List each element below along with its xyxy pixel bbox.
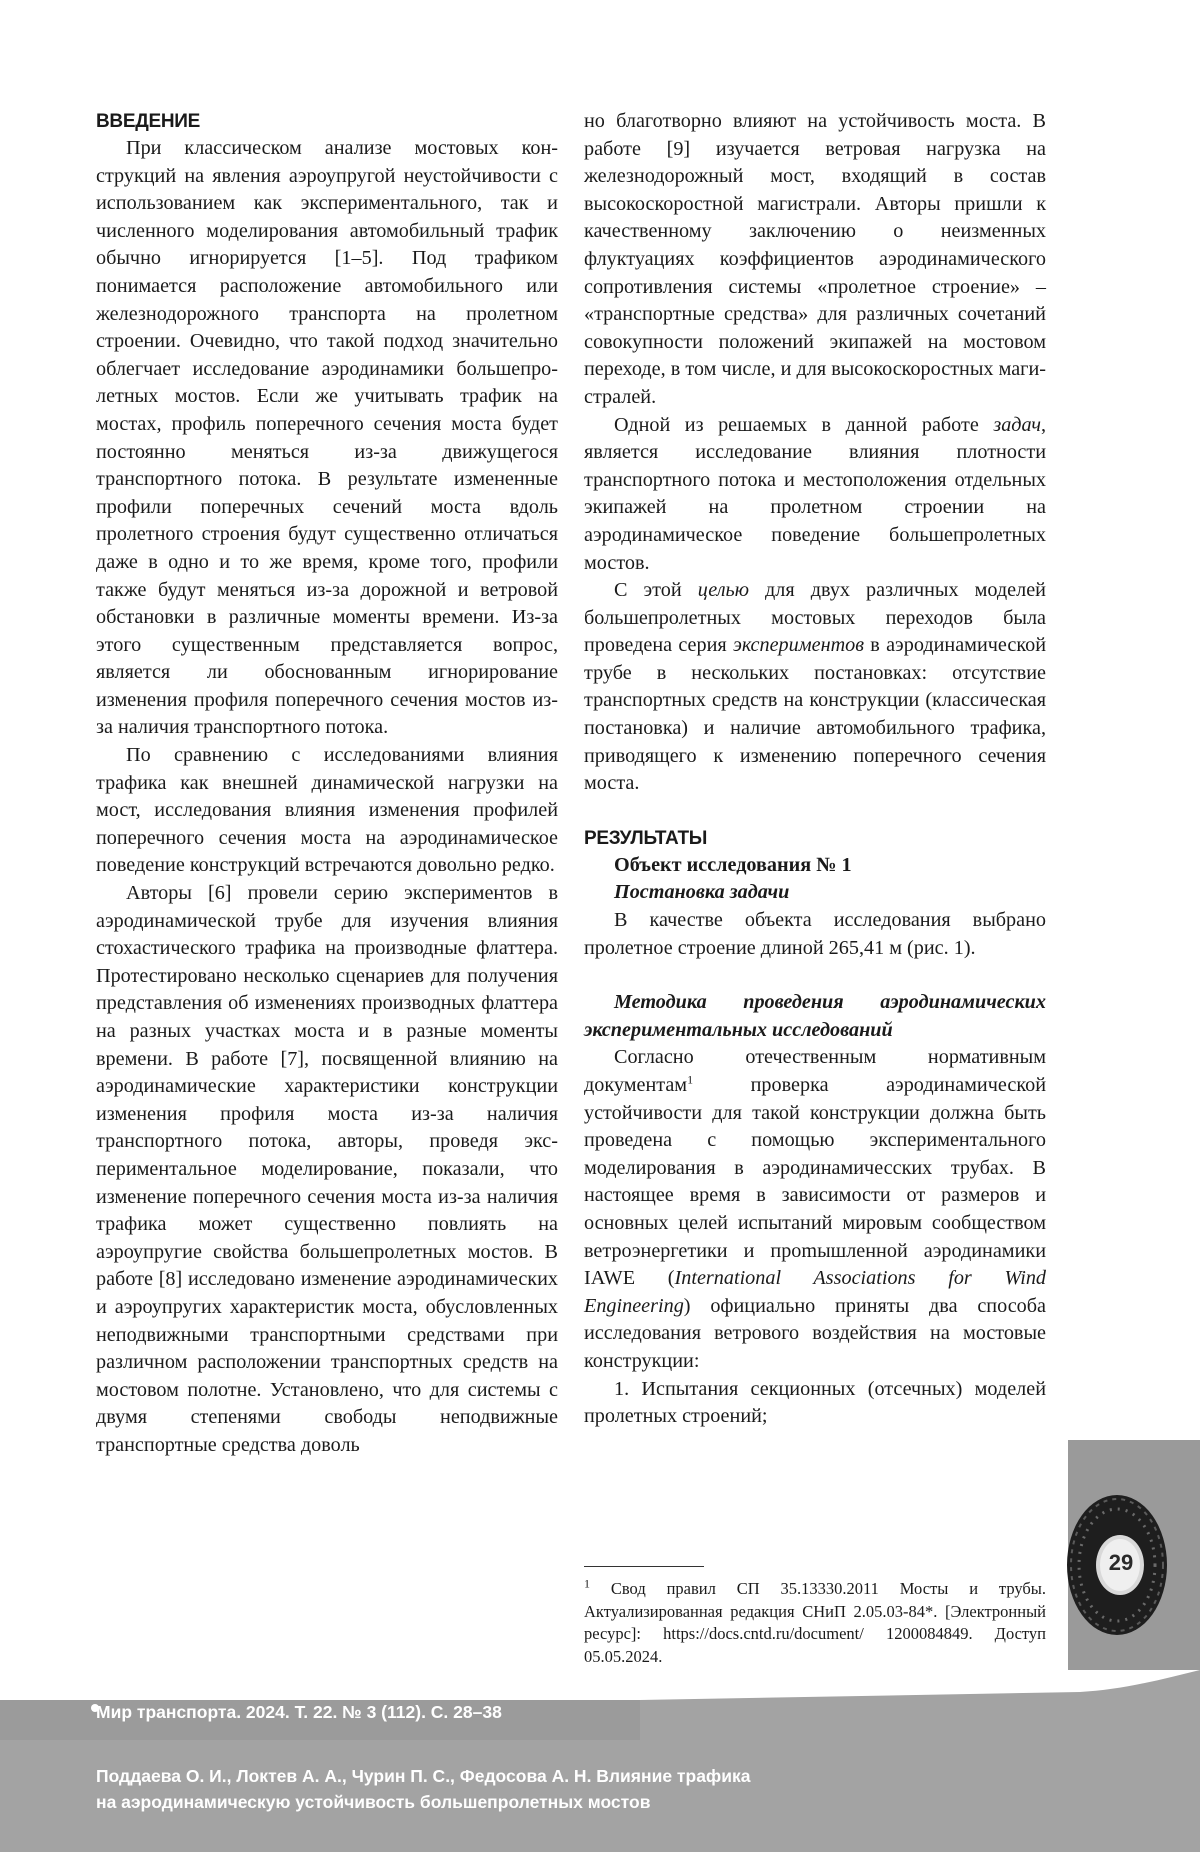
emphasis: экспериментов xyxy=(732,634,865,657)
footnote-body: Свод правил СП 35.13330.2011 Мосты и трубы. Актуализированная редакция СНиП 2.05.03-84*. [Электронный ресурс]: https://docs.cntd.ru/document/ 1200084849. Доступ 05.05.2024. xyxy=(584,1579,1046,1666)
footnote-mark: 1 xyxy=(584,1576,590,1591)
page-number: 29 xyxy=(1108,1550,1134,1575)
emphasis: целью xyxy=(697,579,749,602)
footnote xyxy=(584,1578,1046,1668)
text-run: для двух различных моделей большепролетных мостовых переходов была проведена серия xyxy=(584,579,1046,657)
footnote-text xyxy=(584,1578,1046,1668)
footnote-reference[interactable]: 1 xyxy=(687,1072,694,1087)
list-item: 1. Испытания секционных (отсечных) моделей пролетных строений; xyxy=(584,1377,1046,1428)
subheading-problem: Постановка задачи xyxy=(614,881,790,904)
running-title-article: на аэродинамическую устойчивость большепролетных мостов xyxy=(96,1792,651,1812)
paragraph: При классическом анализе мостовых конструкций на явления аэроупругой неустойчивости с использованием как экспериментального, так и численного моделирования автомобильный трафик обычно игнорируется [1–5]. Под трафиком понимается расположение автомобильного или железнодорожного транспорта на пролетном строении. Очевидно, что такой подход значительно облегчает исследование аэродинамики большепролетных мостов. Если же учитывать трафик на мостах, профиль поперечного сечения моста будет постоянно меняться из-за движущегося транспортного потока. В результате измененные профили поперечных сечений моста вдоль пролетного строения будут существенно отличаться даже в одно и то же время, кроме того, профили также будут меняться из-за дорожной и ветровой обстановки в различные моменты времени. Из-за этого существенным представляется вопрос, является ли обоснованным игнорирование изменения профиля поперечного сечения мостов из-за наличия транспортного потока. xyxy=(96,137,558,739)
text-run: Одной из решаемых в данной работе xyxy=(614,413,994,436)
section-heading-results: РЕЗУЛЬТАТЫ xyxy=(584,827,708,849)
paragraph-method xyxy=(584,1044,1046,1375)
right-column xyxy=(584,108,1046,1431)
text-run: Согласно отечественным нормативным документам xyxy=(584,1046,1046,1096)
text-run: в аэродинамической трубе в нескольких постановках: отсутствие транспортных средств на конструкции (классическая постановка) и наличие автомобильного трафика, приводящего к изменению поперечного сечения моста. xyxy=(584,634,1046,795)
paragraph: По сравнению с исследованиями влияния трафика как внешней динамической нагрузки на мост, исследования влияния изменения профилей поперечного сечения моста на аэродинамическое поведение конструкций встречаются довольно редко. xyxy=(96,744,558,877)
subheading-object: Объект исследования № 1 xyxy=(614,853,852,876)
journal-reference: Мир транспорта. 2024. Т. 22. № 3 (112). С. 28–38 xyxy=(96,1702,502,1722)
section-heading-introduction: ВВЕДЕНИЕ xyxy=(96,111,200,132)
spacer xyxy=(584,798,1046,825)
paragraph-task xyxy=(584,412,1046,578)
text-run: , является исследование влияния плотности транспортного потока и местоположения отдельных экипажей на пролетном строении на аэродинамическое поведение большепролетных мостов. xyxy=(584,413,1046,574)
paragraph-continuation: но благотворно влияют на устойчивость моста. В работе [9] изучается ветровая нагрузка на железнодорожный мост, входящий в состав высокоскоростной магистрали. Авторы пришли к качественному заключению о неизменных флуктуациях коэффициентов аэродинамического сопротивления системы «пролетное строение» – «транспортные средства» для различных сочетаний совокупности положений экипажей на мостовом переходе, в том числе, и для высокоскоростных магистралей. xyxy=(584,110,1046,408)
subheading-method: Методика проведения аэродинамических экспериментальных исследований xyxy=(584,991,1046,1041)
emphasis: International Associations for Wind Engineering xyxy=(584,1267,1047,1317)
footer-band-curve xyxy=(560,1670,1200,1742)
spacer xyxy=(584,962,1046,989)
paragraph-object: В качестве объекта исследования выбрано пролетное строение длиной 265,41 м (рис. 1). xyxy=(584,909,1046,959)
text-run: проверка аэродинамической устойчивости для такой конструкции должна быть проведена с помощью экспериментального моделирования в аэродинамичесских трубах. В настоящее время в зависимости от размеров и основных целей испытаний мировым сообществом ветроэнергетики и проmышленной аэродинамики IAWE ( xyxy=(584,1074,1046,1290)
left-column xyxy=(96,108,558,1460)
text-run: С этой xyxy=(614,579,698,602)
emphasis: задач xyxy=(993,413,1041,436)
paragraph: Авторы [6] провели серию экспериментов в аэродинамической трубе для изучения влияния стохастического трафика на производные флаттера. Протестировано несколько сценариев для получения представления об изменениях производных флаттера на разных участках моста и в разные моменты времени. В работе [7], посвященной влиянию на аэродинамические характеристики конструкции изменения профиля моста из-за наличия транспортного потока, авторы, проведя экспериментальное моделирование, показали, что изменение поперечного сечения моста из-за наличия трафика может существенно повлиять на аэроупругие свойства большепролетных мостов. В работе [8] исследовано изменение аэродинамических и аэроупругих характеристик моста, обусловленных неподвижными транспортными средствами при различном расположении транспортных средств на мостовом полотне. Установлено, что для системы с двумя степенями свободы неподвижные транспортные средства доволь xyxy=(96,882,558,1456)
paragraph-goal xyxy=(584,577,1046,798)
footnote-divider xyxy=(584,1566,704,1567)
text-run: ) официально приняты два способа исследования ветрового воздействия на мостовые конструкции: xyxy=(584,1294,1046,1372)
running-title-authors: Поддаева О. И., Локтев А. А., Чурин П. С., Федосова А. Н. Влияние трафика xyxy=(96,1766,751,1786)
